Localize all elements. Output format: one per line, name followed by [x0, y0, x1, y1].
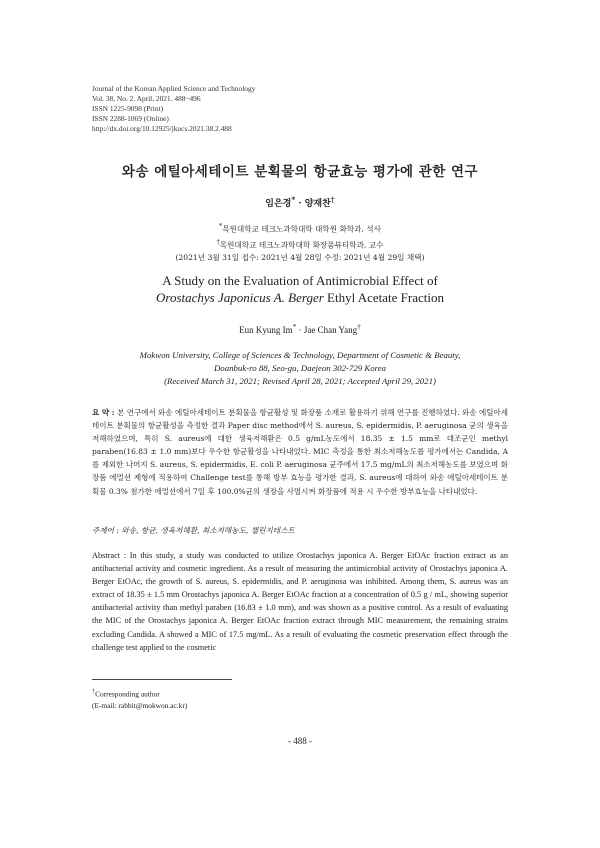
- korean-keywords: 주제어 : 와송, 항균, 생육저해환, 최소저해농도, 챌린지테스트: [92, 526, 295, 535]
- korean-affil-1: *목원대학교 테크노과학대학 대학원 화학과, 석사: [219, 223, 381, 234]
- korean-authors: [0, 195, 600, 209]
- english-author-2: Jae Chan Yang: [303, 325, 358, 335]
- korean-author-2: 양재찬: [304, 199, 331, 209]
- english-authors: Eun Kyung Im* · Jae Chan Yang†: [239, 322, 361, 335]
- korean-abstract-label: 요 약 :: [92, 408, 118, 417]
- english-abstract-text: In this study, a study was conducted to utilize Orostachys japonica A. Berger EtOAc fraction extract as an antibacterial activity and cosmetic ingredient. As a result of measuring the antimicrobial activity of Orostachys japonica A. Berger EtOAc, the growth of S. aureus, S. epidermidis, and P. aeruginosa was inhibited. Among them, S. aureus was an extract of 18.35 ± 1.5 mm Orostachys japonica A. Berger EtOAc fraction at a concentration of 0.5 g / mL, showing superior antibacterial activity than methyl paraben (16.83 ± 1.0 mm), and was shown as a positive control. As a result of evaluating the MIC of the Orostachys japonica A. Berger EtOAc fraction extract through MIC measurement, the remaining strains excluding Candida. A showed a MIC of 17.5 mg/mL. As a result of evaluating the cosmetic preservation effect through the challenge test applied to the cosmetic: [92, 551, 509, 652]
- journal-volume: Vol. 38, No. 2. April, 2021. 488~496: [92, 94, 201, 103]
- korean-affiliations: [0, 220, 600, 264]
- english-author-1: Eun Kyung Im: [239, 325, 293, 335]
- english-dates: (Received March 31, 2021; Revised April 28, 2021; Accepted April 29, 2021): [164, 376, 436, 386]
- author-mark-1: *: [291, 195, 296, 204]
- corresponding-email: (E-mail: rabbit@mokwon.ac.kr): [92, 701, 188, 711]
- page-number: - 488 -: [288, 736, 312, 746]
- english-title-line1: A Study on the Evaluation of Antimicrobial Effect of: [162, 273, 438, 288]
- author-separator: ·: [295, 199, 305, 209]
- korean-abstract-text: 본 연구에서 와송 에틸아세테이트 분획물을 항균활성 및 화장품 소재로 활용하기 위해 연구를 진행하였다. 와송 에틸아세테이트 분획물의 항균활성을 측정한 결과 Paper disc method에서 S. aureus, S. epidermidis, P. aeruginosa 균의 생육을 저해하였으며, 특히 S. aureus에 대한 생육저해환은 0.5 g/mL농도에서 18.35 ± 1.5 mm로 대조군인 methyl paraben(16.83 ± 1.0 mm)보다 우수한 항균활성을 나타내었다. MIC 측정을 통한 최소저해농도를 평가에서는 Candida, A를 제외한 나머지 S. aureus, S. epidermidis, E. coli P. aeruginosa 균주에서 17.5 mg/mL의 최소저해농도를 보였으며 화장품 에멀션 제형에 적용하여 Challenge test를 통해 방부 효능을 평가한 결과, S. aureus에 대하여 와송 에틸아세테이트 분획물 0.3% 첨가한 에멀션에서 7일 후 100.0%균의 생장을 사멸시켜 화장품에 적용 시 우수한 방부효능을 나타내었다.: [92, 408, 509, 496]
- doi-link[interactable]: http://dx.doi.org/10.12925/jkocs.2021.38.2.488: [92, 124, 232, 133]
- journal-name: Journal of the Korean Applied Science and Technology: [92, 84, 256, 93]
- korean-title: 와송 에틸아세테이트 분획물의 항균효능 평가에 관한 연구: [121, 164, 479, 180]
- korean-abstract: [92, 406, 508, 498]
- issn-print: ISSN 1225-9098 (Print): [92, 104, 164, 113]
- english-title-line2: Orostachys Japonicus A. Berger Ethyl Acetate Fraction: [156, 290, 444, 305]
- korean-affil-2: †목원대학교 테크노과학대학 화장품뷰티학과, 교수: [216, 238, 384, 250]
- english-affiliation: Mokwon University, College of Sciences & Technology, Department of Cosmetic & Beauty, Doanbuk-ro 88, Seo-gu, Daejeon 302-729 Korea (Received March 31, 2021; Revised April 28, 2021; Accepted April 29, 2021): [0, 349, 600, 388]
- author-mark-2: †: [330, 195, 335, 204]
- korean-author-1: 임은경: [265, 199, 292, 209]
- issn-online: ISSN 2288-1069 (Online): [92, 114, 169, 123]
- english-title: [0, 272, 600, 306]
- journal-info: [92, 84, 255, 134]
- english-abstract-label: Abstract :: [92, 551, 130, 560]
- english-abstract: [92, 549, 508, 654]
- korean-dates: (2021년 3월 31일 접수: 2021년 4월 28일 수정: 2021년 4월 29일 채택): [175, 253, 425, 263]
- footnote-divider: [92, 679, 232, 680]
- footnote: †Corresponding author (E-mail: rabbit@mokwon.ac.kr): [92, 689, 188, 711]
